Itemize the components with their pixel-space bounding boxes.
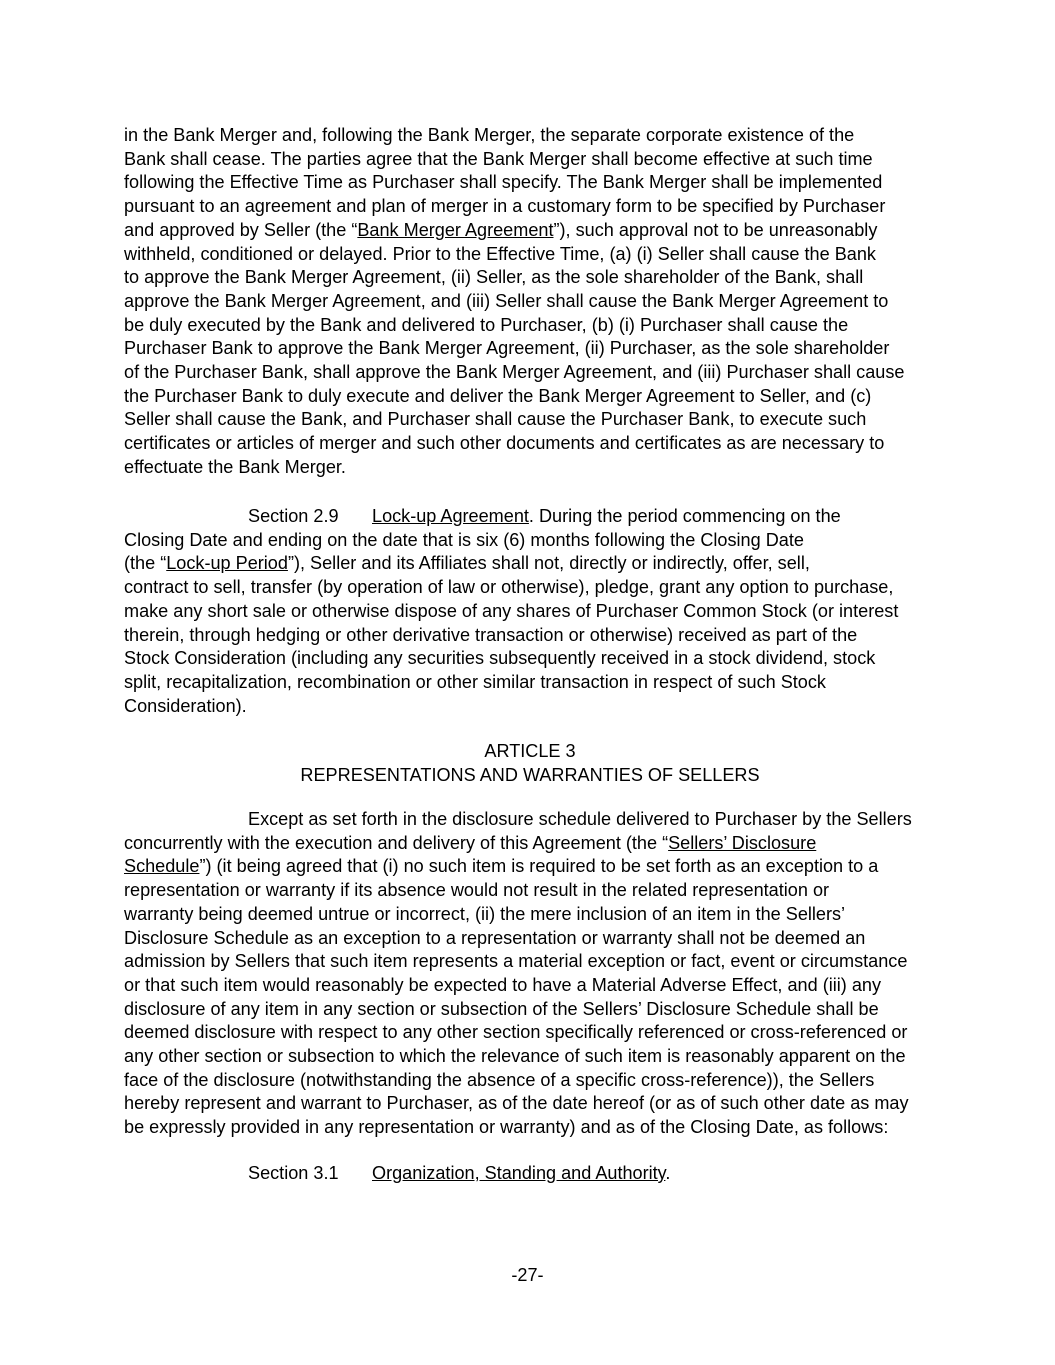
text-line: Consideration). xyxy=(124,695,247,716)
text-line: Disclosure Schedule as an exception to a representation or warranty shall not be deemed an xyxy=(124,927,866,948)
text-run: and approved by Seller (the “ xyxy=(124,219,358,240)
text-line: following the Effective Time as Purchaser shall specify. The Bank Merger shall be implemented xyxy=(124,172,883,193)
text-line: face of the disclosure (notwithstanding the absence of a specific cross-reference)), the Sellers xyxy=(124,1069,875,1090)
text-line: warranty being deemed untrue or incorrect, (ii) the mere inclusion of an item in the Sellers’ xyxy=(124,903,846,924)
text-line: make any short sale or otherwise dispose of any shares of Purchaser Common Stock (or interest xyxy=(124,600,899,621)
section-2-9-paragraph xyxy=(124,505,936,718)
text-line: in the Bank Merger and, following the Bank Merger, the separate corporate existence of the xyxy=(124,125,855,145)
text-run: (the “ xyxy=(124,553,167,574)
text-line: representation or warranty if its absence would not result in the related representation or xyxy=(124,880,830,901)
text-line: approve the Bank Merger Agreement, and (iii) Seller shall cause the Bank Merger Agreement to xyxy=(124,290,889,311)
text-run: ”) (it being agreed that (i) no such item is required to be set forth as an exception to a xyxy=(199,856,879,877)
text-line: Stock Consideration (including any securities subsequently received in a stock dividend, stock xyxy=(124,648,876,669)
text-line: Seller shall cause the Bank, and Purchaser shall cause the Purchaser Bank, to execute such xyxy=(124,409,867,430)
text-line: of the Purchaser Bank, shall approve the Bank Merger Agreement, and (iii) Purchaser shall cause xyxy=(124,362,905,383)
text-line: Purchaser Bank to approve the Bank Merger Agreement, (ii) Purchaser, as the sole shareholder xyxy=(124,338,890,359)
defined-term-bank-merger-agreement: Bank Merger Agreement xyxy=(357,219,554,240)
text-line: Closing Date and ending on the date that is six (6) months following the Closing Date xyxy=(124,529,804,550)
text-run: ”), such approval not to be unreasonably xyxy=(553,219,878,240)
text-run: ”), Seller and its Affiliates shall not, directly or indirectly, offer, sell, xyxy=(287,553,810,574)
text-line: to approve the Bank Merger Agreement, (ii) Seller, as the sole shareholder of the Bank, shall xyxy=(124,267,864,288)
text-line: any other section or subsection to which the relevance of such item is reasonably apparent on the xyxy=(124,1046,906,1067)
text-line: effectuate the Bank Merger. xyxy=(124,456,346,477)
text-line: or that such item would reasonably be expected to have a Material Adverse Effect, and (iii) any xyxy=(124,974,882,995)
text-line xyxy=(124,219,936,243)
text-line: contract to sell, transfer (by operation of law or otherwise), pledge, grant any option to purchase, xyxy=(124,577,894,598)
section-title: Organization, Standing and Authority xyxy=(372,1163,666,1183)
text-line: hereby represent and warrant to Purchaser, as of the date hereof (or as of such other date as may xyxy=(124,1093,909,1114)
text-line: deemed disclosure with respect to any other section specifically referenced or cross-referenced or xyxy=(124,1022,908,1043)
text-line: certificates or articles of merger and such other documents and certificates as are necessary to xyxy=(124,433,885,454)
section-title: Lock-up Agreement xyxy=(372,506,529,526)
defined-term-schedule: Schedule xyxy=(124,856,200,877)
text-line xyxy=(124,855,936,879)
section-number: Section 2.9 xyxy=(248,506,339,526)
text-line: be duly executed by the Bank and delivered to Purchaser, (b) (i) Purchaser shall cause the xyxy=(124,314,849,335)
text-line: therein, through hedging or other derivative transaction or otherwise) received as part of the xyxy=(124,624,858,645)
text-line: the Purchaser Bank to duly execute and deliver the Bank Merger Agreement to Seller, and (c) xyxy=(124,385,872,406)
article-number: ARTICLE 3 xyxy=(484,741,576,761)
text-line: Except as set forth in the disclosure schedule delivered to Purchaser by the Sellers xyxy=(248,809,912,829)
text-run: . During the period commencing on the xyxy=(528,506,841,526)
text-line xyxy=(124,832,936,856)
section-3-1-heading xyxy=(248,1162,670,1186)
section-number: Section 3.1 xyxy=(248,1163,339,1183)
article-heading xyxy=(124,740,936,787)
text-run: concurrently with the execution and delivery of this Agreement (the “ xyxy=(124,832,669,853)
text-line: Bank shall cease. The parties agree that the Bank Merger shall become effective at such time xyxy=(124,148,873,169)
defined-term-lock-up-period: Lock-up Period xyxy=(166,553,288,574)
text-line: withheld, conditioned or delayed. Prior to the Effective Time, (a) (i) Seller shall cause the Bank xyxy=(124,243,876,264)
text-line: split, recapitalization, recombination or other similar transaction in respect of such Stock xyxy=(124,671,826,692)
text-line: disclosure of any item in any section or subsection of the Sellers’ Disclosure Schedule shall be xyxy=(124,998,879,1019)
text-line xyxy=(124,552,936,576)
bank-merger-paragraph xyxy=(124,124,936,480)
text-run: . xyxy=(665,1163,671,1183)
text-line: admission by Sellers that such item represents a material exception or fact, event or circumstance xyxy=(124,951,908,972)
article-title: REPRESENTATIONS AND WARRANTIES OF SELLERS xyxy=(300,764,760,785)
article-intro-paragraph xyxy=(124,808,936,1140)
text-line: be expressly provided in any representation or warranty) and as of the Closing Date, as follows: xyxy=(124,1117,889,1138)
text-line xyxy=(124,505,936,529)
text-line: pursuant to an agreement and plan of merger in a customary form to be specified by Purchaser xyxy=(124,196,886,217)
page-number: -27- xyxy=(511,1265,544,1285)
defined-term-sellers-disclosure-schedule: Sellers’ Disclosure xyxy=(668,832,817,853)
